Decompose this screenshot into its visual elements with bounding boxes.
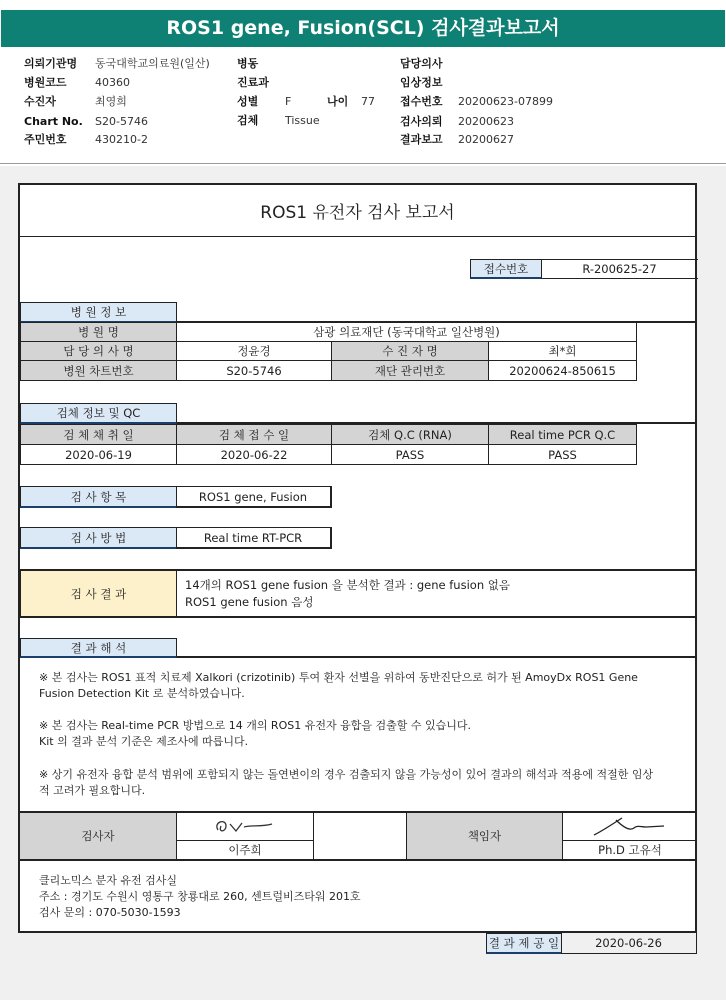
hospital-section-tag: 병 원 정 보 [20,302,177,323]
interp-note-3: ※ 상기 유전자 융합 분석 범위에 포함되지 않는 돌연변이의 경우 검출되지 않을 가능성이 있어 결과의 해석과 적용에 적절한 임상 적 고려가 필요합니다. [39,768,654,797]
manager-label: 책임자 [406,812,563,860]
meta-request: 검사의뢰 20200623 [400,115,514,128]
lab-info [39,873,361,921]
sp-header-pcr-qc: Real time PCR Q.C [488,424,637,445]
manager-signature-icon [590,815,670,839]
date-provided: 2020-06-26 [561,933,697,954]
report-document [18,183,697,933]
meta-requester: 의뢰기관명 동국대학교의료원(일산) [24,57,210,70]
meta-id: 주민번호 430210-2 [24,133,148,146]
blank-cell [313,812,407,860]
hospital-name-label: 병 원 명 [20,322,177,342]
result-line-1: 14개의 ROS1 gene fusion 을 분석한 결과 : gene fusion 없음 [185,578,510,592]
interp-section-tag: 결 과 해 석 [20,638,177,658]
sp-value-rna-qc: PASS [331,444,489,465]
section-rule [177,656,697,658]
interp-note-2: ※ 본 검사는 Real-time PCR 방법으로 14 개의 ROS1 유전자 융합을 검출할 수 있습니다. Kit 의 결과 분석 기준은 제조사에 따릅니다. [39,719,471,748]
patient-label: 수 진 자 명 [331,341,489,361]
test-method-value: Real time RT-PCR [176,527,332,549]
test-method-label: 검 사 방 법 [20,527,177,549]
receipt-label: 접수번호 [470,259,542,279]
tester-signature-icon [210,816,280,838]
result-text [185,577,510,611]
interp-note-1: ※ 본 검사는 ROS1 표적 치료제 Xalkori (crizotinib) 투여 환자 선별을 위하여 동반진단으로 허가 된 AmoyDx ROS1 Gene Fusion Detection Kit 로 분석하였습니다. [39,671,638,700]
receipt-number: R-200625-27 [541,259,698,279]
doctor-label: 담 당 의 사 명 [20,341,177,361]
meta-receipt: 접수번호 20200623-07899 [400,95,553,108]
signature-bottom-rule [20,859,697,861]
date-provided-label: 결 과 제 공 일 [486,933,562,954]
meta-doctor: 담당의사 [400,57,443,70]
meta-ward: 병동 [237,57,259,70]
mgmt-number: 20200624-850615 [488,360,637,381]
result-label: 검 사 결 과 [20,570,177,617]
chart-label: 병원 차트번호 [20,360,177,381]
meta-specimen: 검체 Tissue [237,114,320,127]
manager-signature-box [562,812,697,841]
mgmt-label: 재단 관리번호 [331,360,489,381]
test-item-value: ROS1 gene, Fusion [176,486,332,508]
sp-header-collect: 검 체 채 취 일 [20,424,177,445]
meta-patient: 수진자 최영희 [24,95,127,108]
meta-age: 나이 77 [327,95,375,108]
patient-name: 최*희 [488,341,637,361]
meta-hospital-code: 병원코드 40360 [24,76,130,89]
manager-name: Ph.D 고유석 [562,840,697,860]
report-heading: ROS1 유전자 검사 보고서 [20,185,695,237]
lab-address: 주소 : 경기도 수원시 영통구 창룡대로 260, 센트럴비즈타워 201호 [39,890,361,903]
tester-name: 이주희 [176,840,314,860]
meta-clinical: 임상정보 [400,76,443,89]
report-title-bar: ROS1 gene, Fusion(SCL) 검사결과보고서 [1,10,725,47]
tester-signature-box [176,812,314,841]
meta-report-date: 결과보고 20200627 [400,133,514,146]
chart-number: S20-5746 [176,360,332,381]
lab-name: 클리노믹스 분자 유전 검사실 [39,874,178,887]
result-line-2: ROS1 gene fusion 음성 [185,595,314,609]
result-bottom-rule [20,616,697,618]
hospital-name: 삼광 의료재단 (동국대학교 일산병원) [176,322,637,342]
lab-contact: 검사 문의 : 070-5030-1593 [39,906,181,919]
test-item-label: 검 사 항 목 [20,486,177,508]
specimen-section-tag: 검체 정보 및 QC [20,403,177,424]
doctor-name: 정윤경 [176,341,332,361]
meta-sex: 성별 F [237,95,292,108]
sp-value-pcr-qc: PASS [488,444,637,465]
sp-header-rna-qc: 검체 Q.C (RNA) [331,424,489,445]
meta-dept: 진료과 [237,76,269,89]
meta-divider [0,163,726,164]
sp-value-receive: 2020-06-22 [176,444,332,465]
tester-label: 검사자 [20,812,177,860]
sp-value-collect: 2020-06-19 [20,444,177,465]
meta-chart: Chart No. S20-5746 [24,115,148,128]
sp-header-receive: 검 체 접 수 일 [176,424,332,445]
